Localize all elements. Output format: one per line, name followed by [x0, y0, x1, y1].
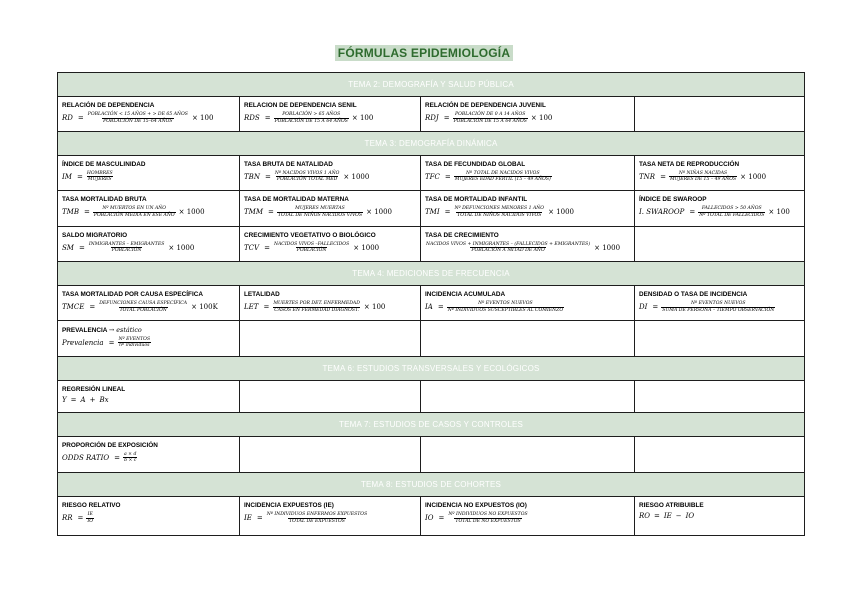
formula-lhs: Y: [62, 396, 67, 405]
formula-name: RELACIÓN DE DEPENDENCIA: [62, 102, 155, 110]
formula-cell-incidencia-no-expuestos: [421, 497, 635, 536]
numerator: Nº EVENTOS NUEVOS: [478, 301, 533, 307]
formula-name: TASA MORTALIDAD POR CAUSA ESPECÍFICA: [62, 291, 203, 299]
denominator: POBLACIÓN DE 15 A 64 AÑOS: [274, 118, 348, 124]
empty-cell: [635, 381, 805, 412]
formula: RD = $\frac{\text{POBLACIÓN < 15 AÑOS + > DE 65 AÑOS}}{\text{POBLACIÓN DE 15–64 AÑOS}}$ × 100: [62, 112, 214, 124]
formula-name: SALDO MIGRATORIO: [62, 231, 128, 239]
formula-name: INCIDENCIA EXPUESTOS (IE): [244, 502, 334, 510]
numerator: Nº NIÑAS NACIDAS: [678, 170, 728, 176]
formula-lhs: IA: [425, 303, 433, 312]
formula-name: ÍNDICE DE MASCULINIDAD: [62, 160, 146, 168]
empty-cell: [240, 381, 421, 412]
formula-lhs: DI: [639, 303, 648, 312]
formula-term: Bx: [99, 396, 109, 405]
formula-name: INCIDENCIA NO EXPUESTOS (IO): [425, 502, 527, 510]
formula-term: IO: [685, 512, 695, 521]
denominator: MUJERES: [87, 177, 112, 183]
numerator: a × d: [123, 451, 137, 457]
formula-name: LETALIDAD: [244, 291, 280, 299]
formula: ODDS RATIO = $\frac{a \times d}{b \times c}$: [62, 451, 137, 464]
formula-cell-densidad-incidencia: [635, 286, 805, 320]
formula: I. SWAROOP = $\frac{\text{FALLECIDOS > 50 AÑOS}}{\text{Nº TOTAL DE FALLECIDOS}}$ × 100: [639, 206, 790, 218]
formula-lhs: IE: [244, 514, 252, 523]
formula-cell-incidencia-expuestos: [240, 497, 421, 536]
formula-name: DENSIDAD O TASA DE INCIDENCIA: [639, 291, 748, 299]
section-header-tema-6: TEMA 6: ESTUDIOS TRANSVERSALES Y ECOLÓGICOS: [58, 356, 805, 380]
denominator: POBLACIÓN MEDIA EN ESE AÑO: [93, 212, 175, 218]
formula-cell-fecundidad-global: [421, 155, 635, 190]
formula-cell-riesgo-atribuible: [635, 497, 805, 536]
numerator: MUERTES POR DET. ENFERMEDAD: [273, 301, 360, 307]
numerator: FALLECIDOS > 50 AÑOS: [701, 206, 762, 212]
formula-cell-mortalidad-infantil: [421, 191, 635, 226]
section-header-tema-2: TEMA 2: DEMOGRAFÍA Y SALUD PÚBLICA: [58, 73, 805, 97]
formula-cell-letalidad: [240, 286, 421, 320]
formula: TMB = $\frac{\text{Nº MUERTOS EN UN AÑO}}{\text{POBLACIÓN MEDIA EN ESE AÑO}}$ × 1000: [62, 206, 205, 218]
formula-lhs: RR: [62, 514, 73, 523]
formula-lhs: RD: [62, 114, 73, 123]
formula: IE = $\frac{\text{Nº INDIVIDUOS ENFERMOS EXPUESTOS}}{\text{TOTAL DE EXPUESTOS}}$: [244, 512, 368, 524]
formula: TMM = $\frac{\text{MUJERES MUERTAS}}{\text{TOTAL DE NIÑOS NACIDOS VIVOS}}$ × 1000: [244, 206, 393, 218]
denominator: POBLACIÓN TOTAL MED: [276, 177, 338, 183]
document-title: FÓRMULAS EPIDEMIOLOGÍA: [335, 45, 513, 61]
denominator: CASOS EN FERMEDAD DIAGNOST.: [274, 307, 359, 313]
denominator: nº individuos: [119, 343, 150, 348]
formula-name: TASA DE FECUNDIDAD GLOBAL: [425, 160, 526, 168]
section-header-tema-8: TEMA 8: ESTUDIOS DE COHORTES: [58, 473, 805, 497]
numerator: Nº TOTAL DE NACIDOS VIVOS: [465, 170, 540, 176]
denominator: SUMA DE PERSONA – TIEMPO OBSERVACIÓN: [662, 307, 775, 313]
formula-name: TASA NETA DE REPRODUCCIÓN: [639, 160, 740, 168]
formula-lhs: TBN: [244, 172, 260, 181]
formula-name: TASA DE CRECIMIENTO: [425, 231, 499, 239]
multiplier: 100: [371, 303, 386, 312]
formula: Y = A + Bx: [62, 396, 109, 405]
formula-name: TASA DE MORTALIDAD INFANTIL: [425, 196, 528, 204]
formula-name: TASA MORTALIDAD BRUTA: [62, 196, 147, 204]
formula: TCV = $\frac{\text{NACIDOS VIVOS –FALLECIDOS}}{\text{POBLACIÓN}}$ × 1000: [244, 241, 380, 254]
numerator: INMIGRANTES – EMIGRANTES: [88, 241, 165, 247]
formula-lhs: TMM: [244, 208, 264, 217]
formula-name: CRECIMIENTO VEGETATIVO O BIOLÓGICO: [244, 231, 376, 239]
formula-lhs: RO: [639, 512, 651, 521]
empty-cell: [635, 97, 805, 131]
section-header-tema-7: TEMA 7: ESTUDIOS DE CASOS Y CONTROLES: [58, 412, 805, 436]
formula-lhs: LET: [244, 303, 259, 312]
formula: IO = $\frac{\text{Nº INDIVIDUOS NO EXPUESTOS}}{\text{TOTAL DE NO EXPUESTOS}}$: [425, 512, 528, 524]
formula: RO = IE − IO: [639, 512, 695, 521]
formula-lhs: TCV: [244, 243, 260, 252]
denominator: TOTAL POBLACIÓN: [119, 307, 167, 313]
numerator: Nº MUERTOS EN UN AÑO: [102, 206, 167, 212]
formula-cell-mortalidad-bruta: [58, 191, 240, 226]
empty-cell: [635, 226, 805, 261]
formula-lhs: TMCE: [62, 303, 85, 312]
formula-name: [62, 326, 236, 334]
formula: $\frac{\text{NACIDOS VIVOS + INMIGRANTES – (FALLECIDOS + EMIGRANTES)}}{\text{POBLACIÓN A MITAD DE AÑO}}$ × 1000: [426, 241, 621, 254]
empty-cell: [635, 436, 805, 472]
formula-lhs: TMI: [425, 208, 440, 217]
denominator: IO: [87, 518, 94, 524]
formula: Prevalencia = $\frac{\text{Nº EVENTOS}}{\text{nº individuos}}$: [62, 336, 151, 348]
formula-cell-saldo-migratorio: [58, 226, 240, 261]
formula: TMCE = $\frac{\text{DEFUNCIONES CAUSA ESPECÍFICA}}{\text{TOTAL POBLACIÓN}}$ × 100K: [62, 301, 218, 313]
multiplier: 100: [200, 114, 214, 123]
formula: LET = $\frac{\text{MUERTES POR DET. ENFERMEDAD}}{\text{CASOS EN FERMEDAD DIAGNOST.}}$ × 100: [244, 301, 386, 313]
denominator: Nº INDIVIDUOS SUSCEPTIBLES AL COMIENZO: [447, 307, 564, 313]
numerator: Nº INDIVIDUOS ENFERMOS EXPUESTOS: [266, 512, 368, 518]
formula-cell-indice-masculinidad: [58, 155, 240, 190]
formula-name: INCIDENCIA ACUMULADA: [425, 291, 506, 299]
numerator: Nº DEFUNCIONES MENORES 1 AÑO: [454, 206, 545, 212]
formula-cell-tasa-neta-reproduccion: [635, 155, 805, 190]
numerator: NACIDOS VIVOS –FALLECIDOS: [273, 241, 350, 247]
denominator: POBLACIÓN: [296, 248, 327, 254]
empty-cell: [240, 436, 421, 472]
formula-cell-mortalidad-materna: [240, 191, 421, 226]
formula-lhs: TFC: [425, 172, 440, 181]
formula-name: RIESGO RELATIVO: [62, 502, 121, 510]
empty-cell: [421, 436, 635, 472]
empty-cell: [240, 320, 421, 356]
denominator: POBLACIÓN DE 15 A 64 AÑOS: [453, 118, 527, 124]
formula-term: A: [80, 396, 86, 405]
numerator: Nº EVENTOS: [118, 336, 151, 342]
formula-name: ÍNDICE DE SWAROOP: [639, 196, 707, 204]
formula-cell-regresion-lineal: [58, 381, 240, 412]
denominator: TOTAL DE NIÑOS NACIDOS VIVOS: [457, 212, 542, 218]
formula-name: REGRESIÓN LINEAL: [62, 386, 126, 394]
numerator: DEFUNCIONES CAUSA ESPECÍFICA: [99, 301, 188, 307]
formula-cell-incidencia-acumulada: [421, 286, 635, 320]
denominator: Nº TOTAL DE FALLECIDOS: [699, 212, 765, 218]
multiplier: 1000: [186, 208, 205, 217]
formula-cell-dependencia-senil: [240, 97, 421, 131]
section-header-tema-3: TEMA 3: DEMOGRAFÍA DINÁMICA: [58, 131, 805, 155]
formula-lhs: ODDS RATIO: [62, 453, 110, 462]
denominator: b × c: [124, 458, 137, 464]
formula-cell-mortalidad-causa-especifica: [58, 286, 240, 320]
numerator: Nº NACIDOS VIVOS 1 AÑO: [274, 170, 340, 176]
formula-cell-dependencia-juvenil: [421, 97, 635, 131]
formula-cell-prevalencia: [58, 320, 240, 356]
multiplier: 100: [359, 114, 374, 123]
formula: RDS = $\frac{\text{POBLACIÓN > 65 AÑOS}}{\text{POBLACIÓN DE 15 A 64 AÑOS}}$ × 100: [244, 112, 374, 124]
denominator: MUJERES EDAD FÉRTIL (15 – 49 AÑOS): [454, 177, 551, 183]
denominator: TOTAL DE NO EXPUESTOS: [455, 518, 521, 524]
formula-name: RELACIÓN DE DEPENDENCIA JUVENIL: [425, 102, 546, 110]
multiplier: 100: [538, 114, 553, 123]
multiplier: 1000: [351, 172, 370, 181]
numerator: HOMBRES: [86, 170, 113, 176]
formula-name: TASA DE MORTALIDAD MATERNA: [244, 196, 349, 204]
formula-lhs: IM: [62, 172, 72, 181]
formula-note: → estático: [108, 325, 142, 334]
multiplier: 1000: [748, 172, 767, 181]
multiplier: 1000: [361, 243, 380, 252]
formula-lhs: TNR: [639, 172, 656, 181]
denominator: POBLACIÓN DE 15–64 AÑOS: [103, 118, 173, 124]
empty-cell: [421, 320, 635, 356]
section-header-tema-4: TEMA 4: MEDICIONES DE FRECUENCIA: [58, 261, 805, 285]
multiplier: 1000: [602, 243, 621, 252]
numerator: Nº INDIVIDUOS NO EXPUESTOS: [448, 512, 528, 518]
multiplier: 100: [776, 208, 790, 217]
formula: IM = $\frac{\text{HOMBRES}}{\text{MUJERES}}$: [62, 170, 113, 183]
formula-lhs: Prevalencia: [62, 338, 104, 347]
formula-cell-tasa-bruta-natalidad: [240, 155, 421, 190]
numerator: POBLACIÓN DE 0 A 14 AÑOS: [455, 112, 526, 118]
formula-name: PROPORCIÓN DE EXPOSICIÓN: [62, 441, 158, 449]
multiplier: 1000: [374, 208, 393, 217]
formula-cell-riesgo-relativo: [58, 497, 240, 536]
empty-cell: [635, 320, 805, 356]
formula-cell-relacion-dependencia: [58, 97, 240, 131]
numerator: NACIDOS VIVOS + INMIGRANTES – (FALLECIDOS + EMIGRANTES): [426, 241, 591, 247]
formula-lhs: RDJ: [425, 114, 439, 123]
formula-name: RELACION DE DEPENDENCIA SENIL: [244, 102, 357, 110]
denominator: MUJERES DE 15 – 49 AÑOS: [669, 177, 737, 183]
formula-cell-crecimiento-vegetativo: [240, 226, 421, 261]
formula-cell-tasa-crecimiento: [421, 226, 635, 261]
multiplier: 100K: [199, 303, 218, 312]
numerator: POBLACIÓN < 15 AÑOS + > DE 65 AÑOS: [87, 112, 188, 118]
formula-term: IE: [663, 512, 672, 521]
formula: TBN = $\frac{\text{Nº NACIDOS VIVOS 1 AÑO}}{\text{POBLACIÓN TOTAL MED}}$ × 1000: [244, 170, 370, 183]
formula-cell-indice-swaroop: [635, 191, 805, 226]
formula: TFC = $\frac{\text{Nº TOTAL DE NACIDOS VIVOS}}{\text{MUJERES EDAD FÉRTIL (15 – 49 AÑOS)}}$: [425, 170, 551, 183]
formula: RDJ = $\frac{\text{POBLACIÓN DE 0 A 14 AÑOS}}{\text{POBLACIÓN DE 15 A 64 AÑOS}}$ × 100: [425, 112, 553, 124]
formula-cell-odds-ratio: [58, 436, 240, 472]
multiplier: 1000: [556, 208, 574, 217]
formula-lhs: RDS: [244, 114, 260, 123]
formula: TMI = $\frac{\text{Nº DEFUNCIONES MENORES 1 AÑO}}{\text{TOTAL DE NIÑOS NACIDOS VIVOS}}$ × 1000: [425, 206, 574, 218]
formula-lhs: IO: [425, 514, 434, 523]
formula-lhs: SM: [62, 243, 74, 252]
formula: DI = $\frac{\text{Nº EVENTOS NUEVOS}}{\text{SUMA DE PERSONA – TIEMPO OBSERVACIÓN}}$: [639, 301, 775, 313]
denominator: TOTAL DE NIÑOS NACIDOS VIVOS: [277, 212, 363, 218]
denominator: POBLACIÓN A MITAD DE AÑO: [471, 248, 545, 254]
formula: TNR = $\frac{\text{Nº NIÑAS NACIDAS}}{\text{MUJERES DE 15 – 49 AÑOS}}$ × 1000: [639, 170, 767, 183]
formula-name-text: PREVALENCIA: [62, 326, 108, 334]
denominator: POBLACIÓN: [111, 248, 142, 254]
denominator: TOTAL DE EXPUESTOS: [289, 518, 345, 524]
numerator: MUJERES MUERTAS: [295, 206, 345, 212]
formula: RR = $\frac{IE}{IO}$: [62, 512, 94, 524]
numerator: POBLACIÓN > 65 AÑOS: [282, 112, 341, 118]
formula-lhs: TMB: [62, 208, 79, 217]
numerator: Nº EVENTOS NUEVOS: [691, 301, 746, 307]
formula-lhs: I. SWAROOP: [639, 208, 685, 217]
formula-name: RIESGO ATRIBUIBLE: [639, 502, 704, 510]
formula-table: [57, 72, 805, 536]
formula-name: TASA BRUTA DE NATALIDAD: [244, 160, 333, 168]
document-title-wrap: [0, 44, 848, 62]
empty-cell: [421, 381, 635, 412]
formula: IA = $\frac{\text{Nº EVENTOS NUEVOS}}{\text{Nº INDIVIDUOS SUSCEPTIBLES AL COMIENZO}}$: [425, 301, 564, 313]
numerator: IE: [87, 512, 93, 518]
formula: SM = $\frac{\text{INMIGRANTES – EMIGRANTES}}{\text{POBLACIÓN}}$ × 1000: [62, 241, 195, 254]
multiplier: 1000: [176, 243, 195, 252]
